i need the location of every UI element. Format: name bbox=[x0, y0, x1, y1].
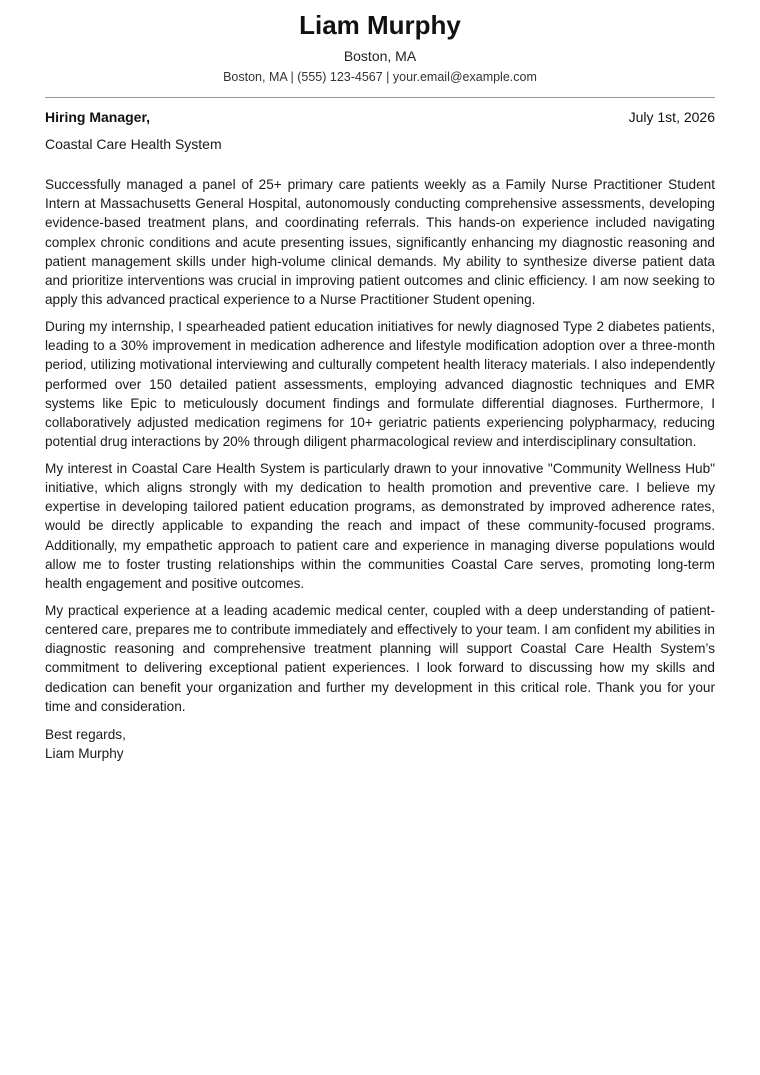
applicant-contact-line: Boston, MA | (555) 123-4567 | your.email@example.com bbox=[223, 70, 537, 84]
applicant-location: Boston, MA bbox=[343, 48, 417, 64]
body-paragraph-1: Successfully managed a panel of 25+ primary care patients weekly as a Family Nurse Practitioner Student Intern at Massachusetts General Hospital, autonomously conducting comprehensive assessments, developing evidence-based treatment plans, and coordinating referrals. This hands-on experience included navigating complex chronic conditions and acute presenting issues, significantly enhancing my diagnostic reasoning and patient management skills under high-volume clinical demands. My ability to synthesize diverse patient data and prioritize interventions was crucial in improving patient outcomes and clinic efficiency. I am now seeking to apply this advanced practical experience to a Nurse Practitioner Student opening. bbox=[45, 177, 715, 308]
body-paragraph-2: During my internship, I spearheaded patient education initiatives for newly diagnosed Type 2 diabetes patients, leading to a 30% improvement in medication adherence and lifestyle modification adoption over a three-month period, utilizing motivational interviewing and culturally competent health literacy materials. I also independently performed over 150 detailed patient assessments, employing advanced diagnostic techniques and EMR systems like Epic to meticulously document findings and formulate differential diagnoses. Furthermore, I collaboratively adjusted medication regimens for 10+ geriatric patients experiencing polypharmacy, reducing potential drug interactions by 20% through diligent pharmacological review and interdisciplinary consultation. bbox=[45, 318, 715, 450]
applicant-name: Liam Murphy bbox=[299, 10, 461, 40]
closing-phrase: Best regards, bbox=[45, 726, 126, 742]
letter-body bbox=[45, 175, 715, 716]
letter-date: July 1st, 2026 bbox=[628, 109, 715, 125]
body-paragraph-4: My practical experience at a leading academic medical center, coupled with a deep understanding of patient-centered care, prepares me to contribute immediately and effectively to your team. I am confident my abilities in diagnostic reasoning and comprehensive treatment planning will support Coastal Care Health System’s commitment to delivering exceptional patient experiences. I look forward to discussing how my skills and dedication can benefit your organization and further my development in this critical role. Thank you for your time and consideration. bbox=[45, 602, 715, 714]
recipient-salutation: Hiring Manager, bbox=[45, 109, 151, 125]
recipient-date-row bbox=[45, 108, 715, 126]
header-divider bbox=[45, 97, 715, 98]
letter-header bbox=[45, 0, 715, 85]
letter-closing-block bbox=[45, 725, 715, 763]
recipient-company: Coastal Care Health System bbox=[45, 136, 222, 152]
body-paragraph-3: My interest in Coastal Care Health System is particularly drawn to your innovative "Community Wellness Hub" initiative, which aligns strongly with my dedication to health promotion and preventive care. I believe my expertise in developing tailored patient education programs, as demonstrated by improved adherence rates, would be directly applicable to expanding the reach and impact of these community-focused programs. Additionally, my empathetic approach to patient care and experience in managing diverse populations would allow me to foster trusting relationships within the communities Coastal Care serves, promoting long-term health engagement and positive outcomes. bbox=[45, 460, 715, 592]
signature-name: Liam Murphy bbox=[45, 746, 124, 762]
